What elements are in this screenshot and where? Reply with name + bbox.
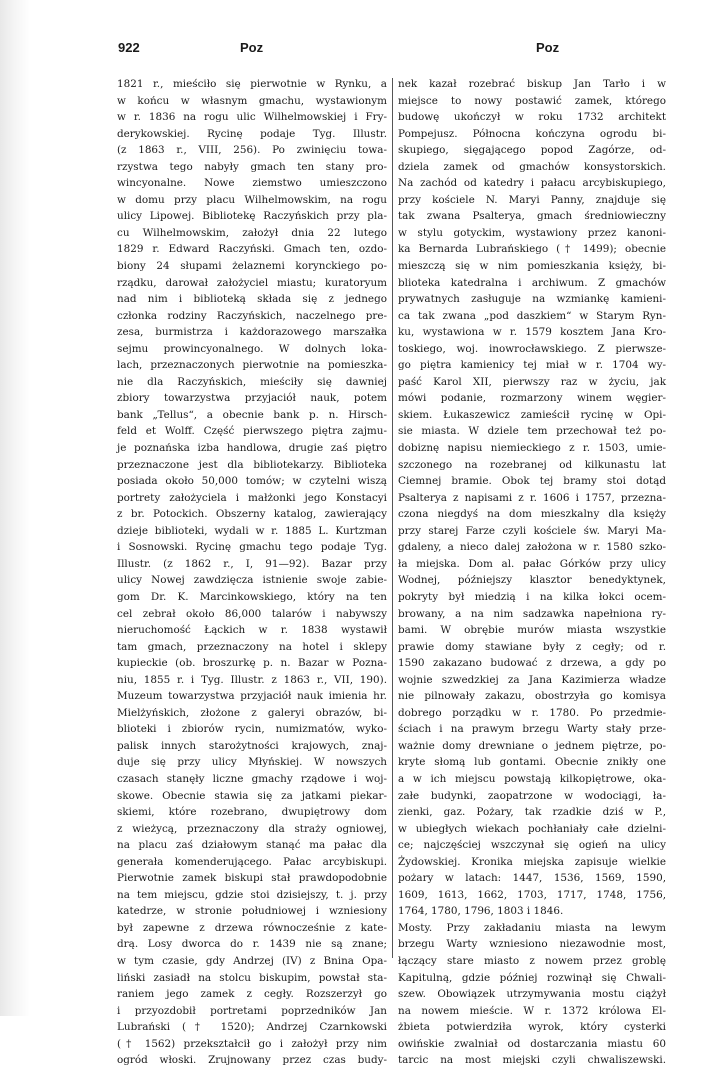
text-line: w stylu gotyckim, wystawiony przez kanoni- (398, 226, 666, 239)
text-line: dobrego porządku w r. 1780. Po przedmie- (398, 706, 666, 719)
text-line: Ciemnej bramie. Obok tej bramy stoi dotąd (398, 475, 666, 488)
text-line: sie miasta. W dziele tem przechował też po- (398, 425, 666, 438)
text-line: cu Wilhelmowskim, założył dnia 22 lutego (117, 226, 387, 239)
text-line: nad nim i biblioteką składa się z jednego (117, 293, 387, 306)
text-line: szew. Obowiązek utrzymywania mostu ciążył (398, 988, 666, 1001)
text-line: feld et Wolff. Część pierwszego piętra zajmu- (117, 425, 387, 438)
text-line: zesa, burmistrza i każdorazowego marszałka (117, 326, 387, 339)
text-line: w końcu w własnym gmachu, wystawionym (117, 94, 387, 107)
text-line: 1609, 1613, 1662, 1703, 1717, 1748, 1756, (398, 888, 666, 901)
text-line: przy kościele N. Maryi Panny, znajduje się (398, 193, 666, 206)
text-line: i Sosnowski. Rycinę gmachu tego podaje Tyg. (117, 541, 387, 554)
text-line: 1764, 1780, 1796, 1803 i 1846. (398, 905, 564, 918)
text-line: nie dla Raczyńskich, mieściły się dawniej (117, 375, 387, 388)
text-line: ważnie domy drewniane o jednem piętrze, po- (398, 739, 666, 752)
text-line: ulicy Lipowej. Bibliotekę Raczyńskich przy pla- (117, 210, 387, 223)
text-line: bami. W obrębie murów miasta wszystkie (398, 624, 666, 637)
left-text-column (117, 76, 387, 1069)
text-line: ła miejska. Dom al. pałac Górków przy ulicy (398, 557, 666, 570)
text-line: Na zachód od katedry i pałacu arcybiskupiego, (398, 177, 666, 190)
text-line: i przyozdobił portretami poprzedników Jan (117, 1004, 387, 1017)
running-head-left: Poz (240, 40, 264, 55)
text-line: budowę ukończył w roku 1732 architekt (398, 111, 666, 124)
text-line: ulicy Nowej zawdzięcza istnienie swoje zabie- (117, 574, 387, 587)
text-line: cel zebrał około 86,000 talarów i nabywszy (117, 607, 387, 620)
text-line: lach, przeznaczonych pierwotnie na pomieszka- (117, 359, 387, 372)
text-line: je poznańska izba handlowa, drugie zaś piętro (117, 442, 387, 455)
text-line: Mielżyńskich, złożone z galeryi obrazów, bi- (117, 706, 387, 719)
text-line: przy starej Farze czyli kościele św. Maryi Ma- (398, 524, 666, 537)
text-line: go piętra kamienicy tej miał w r. 1704 wy- (398, 359, 666, 372)
text-line: blioteka katedralna i archiwum. Z gmachów (398, 276, 666, 289)
text-line: tam gmach, przeznaczony na hotel i sklepy (117, 640, 387, 653)
text-line: ce; najczęściej wszczynał się ogień na ulicy (398, 839, 666, 852)
text-line: ściach i na prawym brzegu Warty stały prze- (398, 723, 666, 736)
page-number: 922 (118, 40, 140, 55)
text-line: posiada około 50,000 tomów; w czytelni wiszą (117, 475, 387, 488)
text-line: niu, 1855 r. i Tyg. Illustr. z 1863 r., VII, 190). (117, 673, 387, 686)
text-line: palisk innych starożytności krajowych, znaj- (117, 739, 387, 752)
text-line: na tem miejscu, gdzie stoi dzisiejszy, t. j. przy (117, 888, 387, 901)
text-line: tarcic na most miejski czyli chwaliszewski. (398, 1054, 666, 1067)
text-line: dziela zamek od gmachów konsystorskich. (398, 160, 666, 173)
text-line: rządku, darował założyciel miastu; kuratoryum (117, 276, 387, 289)
text-line: Mosty. Przy zakładaniu miasta na lewym (398, 921, 666, 934)
text-line: miejsce to nowy postawić zamek, którego (398, 94, 666, 107)
text-line: Kapitulną, gdzie później rozwinął się Chwali- (398, 971, 666, 984)
text-line: brzegu Warty wzniesiono niezawodnie most, (398, 938, 666, 951)
page-header (118, 40, 664, 62)
text-line: († 1562) przekształcił go i założył przy nim (117, 1037, 387, 1050)
text-line: 1821 r., mieściło się pierwotnie w Rynku, a (117, 78, 387, 90)
text-line: duje się przy ulicy Młyńskiej. W nowszych (117, 756, 387, 769)
text-line: w tym czasie, gdy Andrzej (IV) z Bnina Opa- (117, 954, 387, 967)
text-line: rzystwa tego nabyły gmach ten stany pro- (117, 160, 387, 173)
text-line: Pierwotnie zamek biskupi stał prawdopodobnie (117, 872, 387, 885)
text-line: szczonego na rozebranej od kilkunastu lat (398, 458, 666, 471)
text-line: wojnie szwedzkiej za Jana Kazimierza władze (398, 673, 666, 686)
running-head-right: Poz (536, 40, 560, 55)
text-line: nie pilnowały zakazu, obostrzyła go komisya (398, 690, 666, 703)
text-line: z wieżycą, przeznaczony dla straży ogniowej, (117, 822, 387, 835)
text-line: skiemi, które rozebrano, dwupiętrowy dom (117, 806, 387, 819)
text-line: Illustr. (z 1862 r., I, 91—92). Bazar przy (117, 557, 387, 570)
text-line: generała komenderującego. Pałac arcybiskupi. (117, 855, 387, 868)
text-line: raniem jego zamek z cegły. Rozszerzył go (117, 988, 387, 1001)
text-line: 1590 zakazano budować z drzewa, a gdy po (398, 657, 666, 670)
text-line: dobiznę napisu niemieckiego z r. 1503, umie- (398, 442, 666, 455)
text-line: bank „Tellus“, a obecnie bank p. n. Hirsch- (117, 408, 387, 421)
text-line: wincyonalne. Nowe ziemstwo umieszczono (117, 177, 387, 190)
text-line: portrety założyciela i małżonki jego Konstacyi (117, 491, 387, 504)
text-line: na placu zaś działowym stanąć ma pałac dla (117, 839, 387, 852)
page-gutter-shadow (0, 0, 30, 1016)
text-line: w ubiegłych wiekach pochłaniały całe dzielni- (398, 822, 666, 835)
text-line: ca tak zwana „pod daszkiem“ w Starym Ryn- (398, 309, 666, 322)
text-line: pokryty był miedzią i na kilka łokci ocem- (398, 590, 666, 603)
text-line: czona niegdyś na dom mieszkalny dla księży (398, 508, 666, 521)
text-line: katedrze, w stronie południowej i wzniesiony (117, 905, 387, 918)
text-line: Pompejusz. Północna kończyna ogrodu bi- (398, 127, 666, 140)
text-line: mieszczą się w nim pomieszkania księży, bi- (398, 260, 666, 273)
text-line: załe budynki, zaopatrzone w wodociągi, ła- (398, 789, 666, 802)
text-line: tak zwana Psalterya, gmach średniowieczny (398, 210, 666, 223)
text-line: prywatnych zasługuje na wzmiankę kamieni- (398, 293, 666, 306)
text-line: owińskie zwalniał od dostarczania miastu 60 (398, 1037, 666, 1050)
text-line: 1829 r. Edward Raczyński. Gmach ten, ozdo- (117, 243, 387, 256)
text-line: nek kazał rozebrać biskup Jan Tarło i w (398, 78, 666, 90)
text-line: w r. 1836 na rogu ulic Wilhelmowskiej i Fry- (117, 111, 387, 124)
text-line: na nowem mieście. W r. 1372 królowa El- (398, 1004, 666, 1017)
text-line: Muzeum towarzystwa przyjaciół nauk imienia hr. (117, 690, 387, 703)
text-line: Lubrański († 1520); Andrzej Czarnkowski (117, 1021, 387, 1034)
text-line: derykowskiej. Rycinę podaje Tyg. Illustr. (117, 127, 387, 140)
text-line: skiem. Łukaszewicz zamieścił rycinę w Opi- (398, 408, 666, 421)
text-line: blioteki i zbiorów rycin, numizmatów, wyko- (117, 723, 387, 736)
text-line: prawie domy stawiane były z cegły; od r. (398, 640, 666, 653)
text-line: ka Bernarda Lubrańskiego († 1499); obecnie (398, 243, 666, 256)
text-line: nieruchomość Łąckich w r. 1838 wystawił (117, 624, 387, 637)
text-line: liński zasiadł na stolcu biskupim, powstał sta- (117, 971, 387, 984)
text-line: kupieckie (ob. broszurkę p. n. Bazar w Pozna- (117, 657, 387, 670)
text-line: zbiory towarzystwa przyjaciół nauk, potem (117, 392, 387, 405)
text-line: paść Karol XII, pierwszy raz w życiu, jak (398, 375, 666, 388)
column-divider (392, 78, 393, 958)
text-line: mówi podanie, rozmarzony winem węgier- (398, 392, 666, 405)
text-line: dzieje biblioteki, wydali w r. 1885 L. Kurtzman (117, 524, 387, 537)
text-line: biony 24 słupami żelaznemi korynckiego po- (117, 260, 387, 273)
text-line: był zapewne z drzewa równocześnie z kate- (117, 921, 387, 934)
text-line: kryte słomą lub gontami. Obecnie znikły one (398, 756, 666, 769)
text-line: zienki, gaz. Pożary, tak rzadkie dziś w P., (398, 806, 666, 819)
text-line: ogród włoski. Zrujnowany przez czas budy- (117, 1054, 387, 1067)
text-line: Żydowskiej. Kronika miejska zapisuje wielkie (398, 855, 666, 868)
text-line: drą. Losy dworca do r. 1439 nie są znane; (117, 938, 387, 951)
text-line: członka rodziny Raczyńskich, naczelnego pre- (117, 309, 387, 322)
text-line: w domu przy placu Wilhelmowskim, na rogu (117, 193, 387, 206)
text-line: gdaleny, a nieco dalej założona w r. 1580 szko- (398, 541, 666, 554)
text-line: toskiego, woj. inowrocławskiego. Z pierwsze- (398, 342, 666, 355)
text-line: żbieta potwierdziła wyrok, który cysterki (398, 1021, 666, 1034)
text-line: skupiego, sięgającego popod Zagórze, od- (398, 144, 666, 157)
text-line: z br. Potockich. Obszerny katalog, zawierający (117, 508, 387, 521)
right-text-column (398, 76, 666, 1069)
text-line: ku, wystawiona w r. 1579 kosztem Jana Kro- (398, 326, 666, 339)
text-line: gom Dr. K. Marcinkowskiego, który na ten (117, 590, 387, 603)
text-line: sejmu prowincyonalnego. W dolnych loka- (117, 342, 387, 355)
text-line: browany, a na nim sadzawka napełniona ry- (398, 607, 666, 620)
text-line: łączący stare miasto z nowem przez groblę (398, 954, 666, 967)
text-line: (z 1863 r., VIII, 256). Po zwinięciu towa- (117, 144, 387, 157)
text-line: a w ich miejscu powstają kilkopiętrowe, oka- (398, 772, 666, 785)
text-line: skowe. Obecnie stawia się za jatkami piekar- (117, 789, 387, 802)
text-line: Wodnej, późniejszy klasztor benedyktynek, (398, 574, 666, 587)
text-line: czasach stanęły liczne gmachy rządowe i woj- (117, 772, 387, 785)
text-line: Psalterya z napisami z r. 1606 i 1757, przezna- (398, 491, 666, 504)
text-line: pożary w latach: 1447, 1536, 1569, 1590, (398, 872, 666, 885)
text-line: przeznaczone jest dla bibliotekarzy. Biblioteka (117, 458, 387, 471)
